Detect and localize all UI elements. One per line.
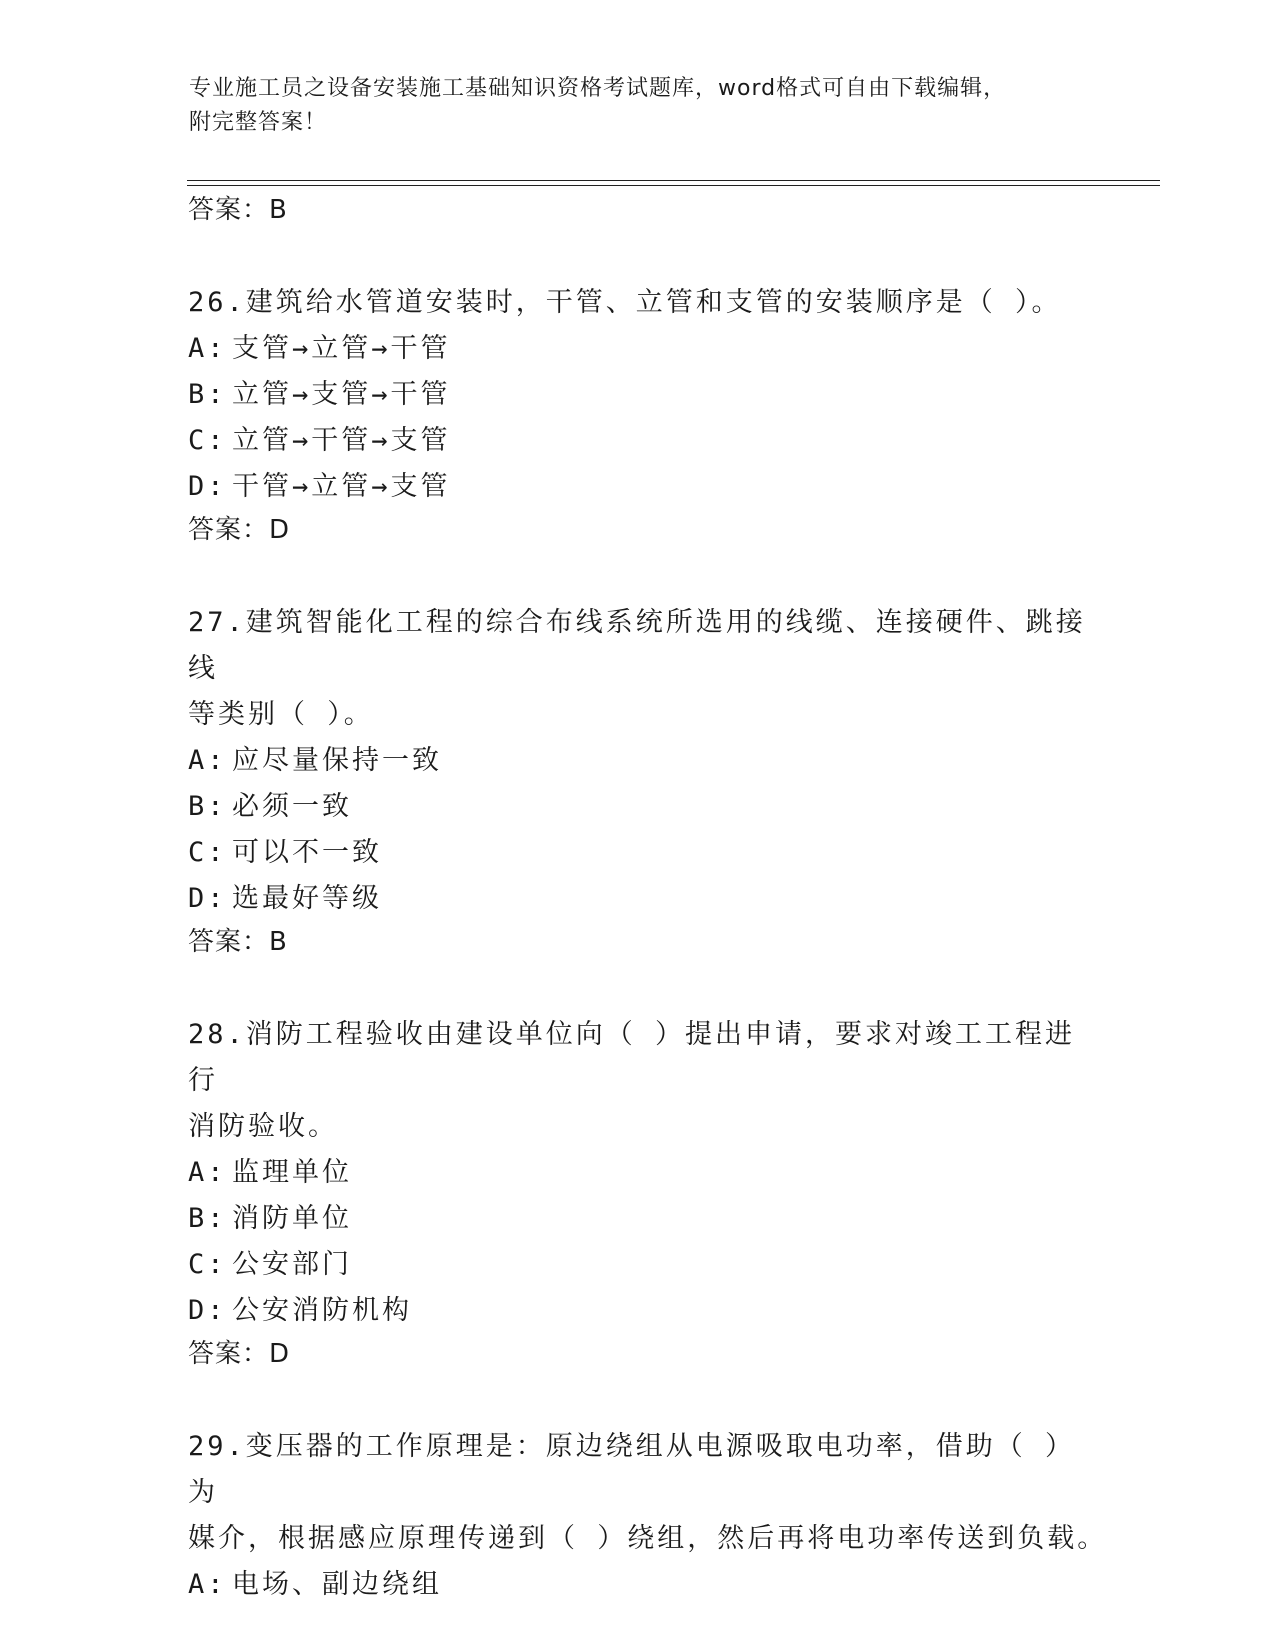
question-text-continued: 媒介，根据感应原理传递到（ ）绕组，然后再将电功率传送到负载。 [188,1523,1108,1554]
option-letter: A: [188,1569,227,1600]
option-letter: D: [188,883,227,914]
option-c [188,830,1088,876]
question-text: 27.建筑智能化工程的综合布线系统所选用的线缆、连接硬件、跳接线 [188,607,1086,684]
option-text: 可以不一致 [232,837,382,868]
option-text: 立管→干管→支管 [232,425,451,456]
option-text: 立管→支管→干管 [232,379,451,410]
option-letter: D: [188,1295,227,1326]
question-text: 29.变压器的工作原理是：原边绕组从电源吸取电功率，借助（ ）为 [188,1431,1076,1508]
option-c [188,1242,1088,1288]
option-text: 公安消防机构 [232,1295,412,1326]
option-b [188,1196,1088,1242]
option-letter: C: [188,1249,227,1280]
option-letter: C: [188,837,227,868]
option-text: 公安部门 [232,1249,352,1280]
option-text: 电场、副边绕组 [232,1569,442,1600]
option-text: 应尽量保持一致 [232,745,442,776]
option-a [188,1562,1088,1608]
header-line-2: 附完整答案！ [189,110,328,135]
answer-label: 答案：D [188,1339,291,1369]
option-d [188,464,1088,510]
option-text: 干管→立管→支管 [232,471,451,502]
header-divider-bottom [187,185,1160,186]
questions-content [188,190,1108,1608]
option-letter: B: [188,791,227,822]
option-d [188,1288,1088,1334]
option-text: 消防单位 [232,1203,352,1234]
header-divider-top [187,180,1160,181]
option-a [188,326,1088,372]
question-block-27 [188,600,1088,962]
question-text-continued: 消防验收。 [188,1111,338,1142]
question-text: 26.建筑给水管道安装时，干管、立管和支管的安装顺序是（ ）。 [188,287,1062,318]
answer-label: 答案：B [188,927,288,957]
option-letter: C: [188,425,227,456]
question-block-26 [188,280,1088,550]
answer-label: 答案：D [188,515,291,545]
option-text: 监理单位 [232,1157,352,1188]
header-line-1: 专业施工员之设备安装施工基础知识资格考试题库，word格式可自由下载编辑， [189,76,1007,101]
option-letter: A: [188,333,227,364]
option-letter: A: [188,1157,227,1188]
option-text: 支管→立管→干管 [232,333,451,364]
option-b [188,784,1088,830]
option-letter: D: [188,471,227,502]
option-a [188,738,1088,784]
option-letter: A: [188,745,227,776]
option-c [188,418,1088,464]
option-letter: B: [188,1203,227,1234]
option-text: 选最好等级 [232,883,382,914]
question-text-continued: 等类别（ ）。 [188,699,374,730]
answer-label: 答案：B [188,195,288,225]
option-a [188,1150,1088,1196]
document-header [189,72,1089,140]
question-block-29 [188,1424,1108,1608]
option-b [188,372,1088,418]
option-letter: B: [188,379,227,410]
option-d [188,876,1088,922]
option-text: 必须一致 [232,791,352,822]
question-text: 28.消防工程验收由建设单位向（ ）提出申请，要求对竣工工程进行 [188,1019,1076,1096]
question-block-28 [188,1012,1088,1374]
